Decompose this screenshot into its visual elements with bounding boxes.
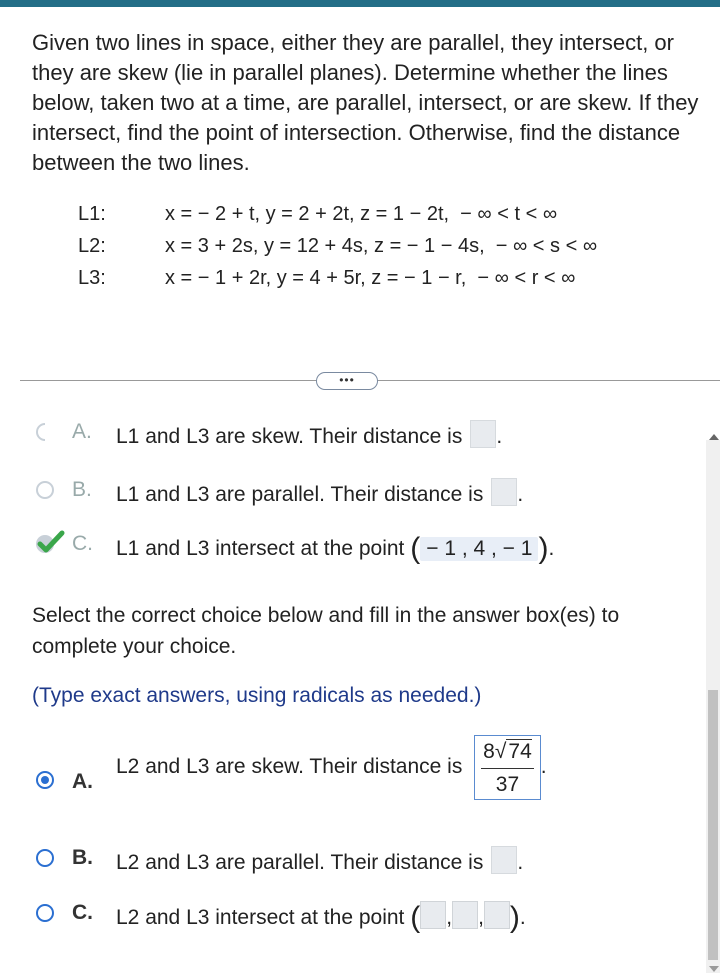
point-z-input[interactable] — [484, 901, 510, 929]
choice-letter: B. — [72, 846, 93, 869]
choice-letter: B. — [72, 478, 92, 501]
choice-label: L1 and L3 are skew. Their distance is — [116, 425, 463, 448]
equation-label: L3: — [78, 267, 106, 289]
choice-text — [116, 478, 523, 507]
answer-box[interactable] — [491, 846, 517, 874]
top-accent-bar — [0, 0, 720, 7]
choice-end: . — [540, 755, 547, 779]
choice-end: . — [548, 537, 555, 560]
equation-text: x = − 2 + t, y = 2 + 2t, z = 1 − 2t, − ∞ < t < ∞ — [165, 203, 558, 225]
choice-text — [116, 901, 526, 935]
choice-letter: A. — [72, 770, 93, 793]
scroll-down-arrow-icon[interactable] — [709, 966, 719, 972]
point-y-input[interactable] — [452, 901, 478, 929]
close-paren: ) — [538, 532, 549, 565]
equation-text: x = 3 + 2s, y = 12 + 4s, z = − 1 − 4s, − ∞ < s < ∞ — [165, 235, 598, 257]
radio-button[interactable] — [36, 849, 54, 867]
scroll-thumb[interactable] — [708, 690, 718, 960]
q2-choice-a[interactable] — [36, 735, 696, 825]
correct-check-icon — [34, 530, 68, 558]
fraction-numerator — [481, 738, 534, 769]
instructions: Select the correct choice below and fill in the answer box(es) to complete your choice. — [32, 604, 620, 658]
open-paren: ( — [410, 901, 421, 934]
choice-label: L2 and L3 are parallel. Their distance is — [116, 851, 484, 874]
radio-button[interactable] — [36, 904, 54, 922]
radio-button[interactable] — [36, 423, 54, 441]
choice-text — [116, 846, 523, 875]
point-x-input[interactable] — [420, 901, 446, 929]
close-paren: ) — [509, 901, 520, 934]
choice-end: . — [496, 425, 503, 448]
choice-letter: C. — [72, 901, 93, 924]
separator: , — [446, 906, 453, 929]
choice-label: L2 and L3 are skew. Their distance is — [116, 755, 463, 779]
choice-end: . — [519, 906, 526, 929]
q2-choice-c[interactable] — [36, 901, 696, 934]
choice-label: L2 and L3 intersect at the point — [116, 906, 405, 929]
q1-choice-a[interactable] — [36, 420, 696, 450]
vertical-scrollbar[interactable] — [706, 440, 720, 973]
sqrt-sign: √ — [494, 740, 507, 763]
choice-text — [116, 420, 502, 449]
choice-text — [116, 735, 547, 800]
radio-button[interactable] — [36, 481, 54, 499]
answer-box[interactable] — [491, 478, 517, 506]
choice-end: . — [517, 483, 524, 506]
equation-label: L1: — [78, 203, 106, 225]
radicand: 74 — [508, 740, 532, 763]
q1-choice-c[interactable] — [36, 532, 696, 565]
choice-end: . — [517, 851, 524, 874]
question-intro: Given two lines in space, either they are parallel, they intersect, or they are skew (lie in parallel planes). Determine whether the lines below, taken two at a time, are parallel, intersect, or are skew. If they intersect, find the point of intersection. Otherwise, find the distance between the two lines. — [32, 30, 699, 175]
distance-answer-box[interactable] — [474, 735, 541, 800]
expand-more-button[interactable]: ••• — [316, 372, 378, 390]
choice-label: L1 and L3 intersect at the point — [116, 537, 405, 560]
equation-label: L2: — [78, 235, 106, 257]
scroll-up-arrow-icon[interactable] — [709, 434, 719, 440]
equation-text: x = − 1 + 2r, y = 4 + 5r, z = − 1 − r, − ∞ < r < ∞ — [165, 267, 576, 289]
radio-button-selected[interactable] — [36, 771, 54, 789]
choice-letter: C. — [72, 532, 93, 555]
q2-choice-b[interactable] — [36, 846, 696, 876]
choice-label: L1 and L3 are parallel. Their distance is — [116, 483, 484, 506]
choice-letter: A. — [72, 420, 92, 443]
numerator-coefficient: 8 — [483, 740, 495, 763]
q1-choice-b[interactable] — [36, 478, 696, 508]
intersection-point-value: − 1 , 4 , − 1 — [420, 537, 538, 561]
open-paren: ( — [410, 532, 421, 565]
answer-box[interactable] — [470, 420, 496, 448]
answer-format-hint: (Type exact answers, using radicals as needed.) — [32, 684, 482, 707]
fraction-denominator: 37 — [495, 773, 520, 796]
choice-text — [116, 532, 554, 566]
separator: , — [478, 906, 484, 929]
